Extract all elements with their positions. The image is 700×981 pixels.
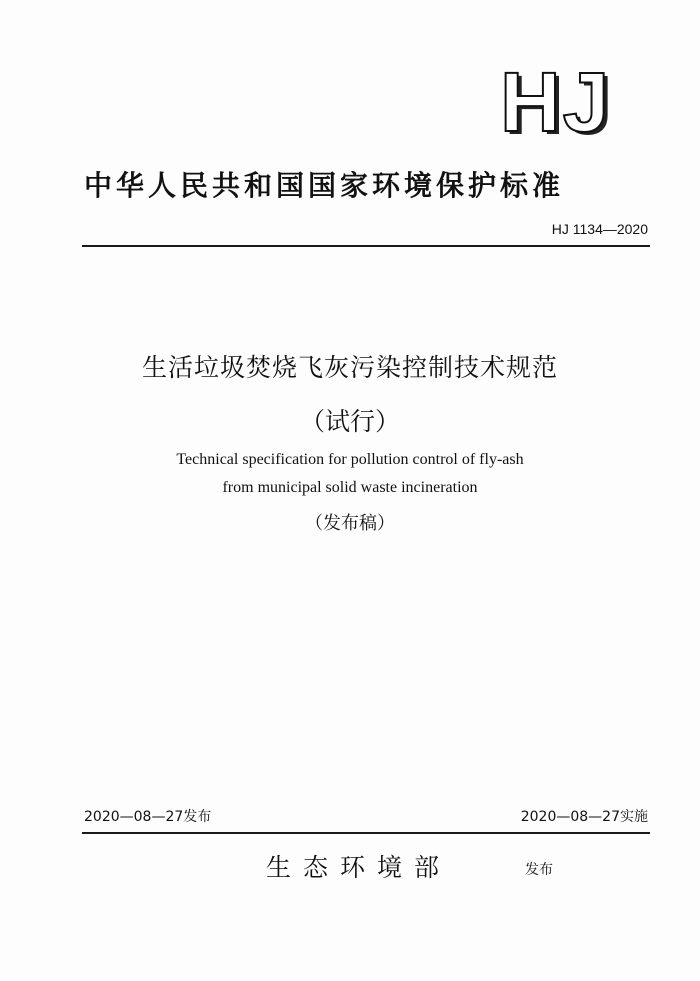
document-title-english-line2: from municipal solid waste incineration xyxy=(222,479,478,496)
standard-number: HJ 1134—2020 xyxy=(551,221,648,237)
bottom-divider xyxy=(82,832,650,834)
standard-type-heading: 中华人民共和国国家环境保护标准 xyxy=(84,169,565,202)
document-title-chinese: 生活垃圾焚烧飞灰污染控制技术规范 xyxy=(141,353,558,382)
draft-status-label: （发布稿） xyxy=(305,513,395,534)
issue-label: 发布 xyxy=(525,862,553,878)
document-title-english-line1: Technical specification for pollution control of fly-ash xyxy=(176,451,524,468)
top-divider xyxy=(82,245,650,247)
issuing-authority: 生态环境部 xyxy=(266,853,452,882)
trial-label: （试行） xyxy=(299,407,400,436)
implement-date: 2020—08—27实施 xyxy=(520,809,648,825)
hj-logo: HJ xyxy=(500,55,612,149)
publish-date: 2020—08—27发布 xyxy=(84,809,212,825)
